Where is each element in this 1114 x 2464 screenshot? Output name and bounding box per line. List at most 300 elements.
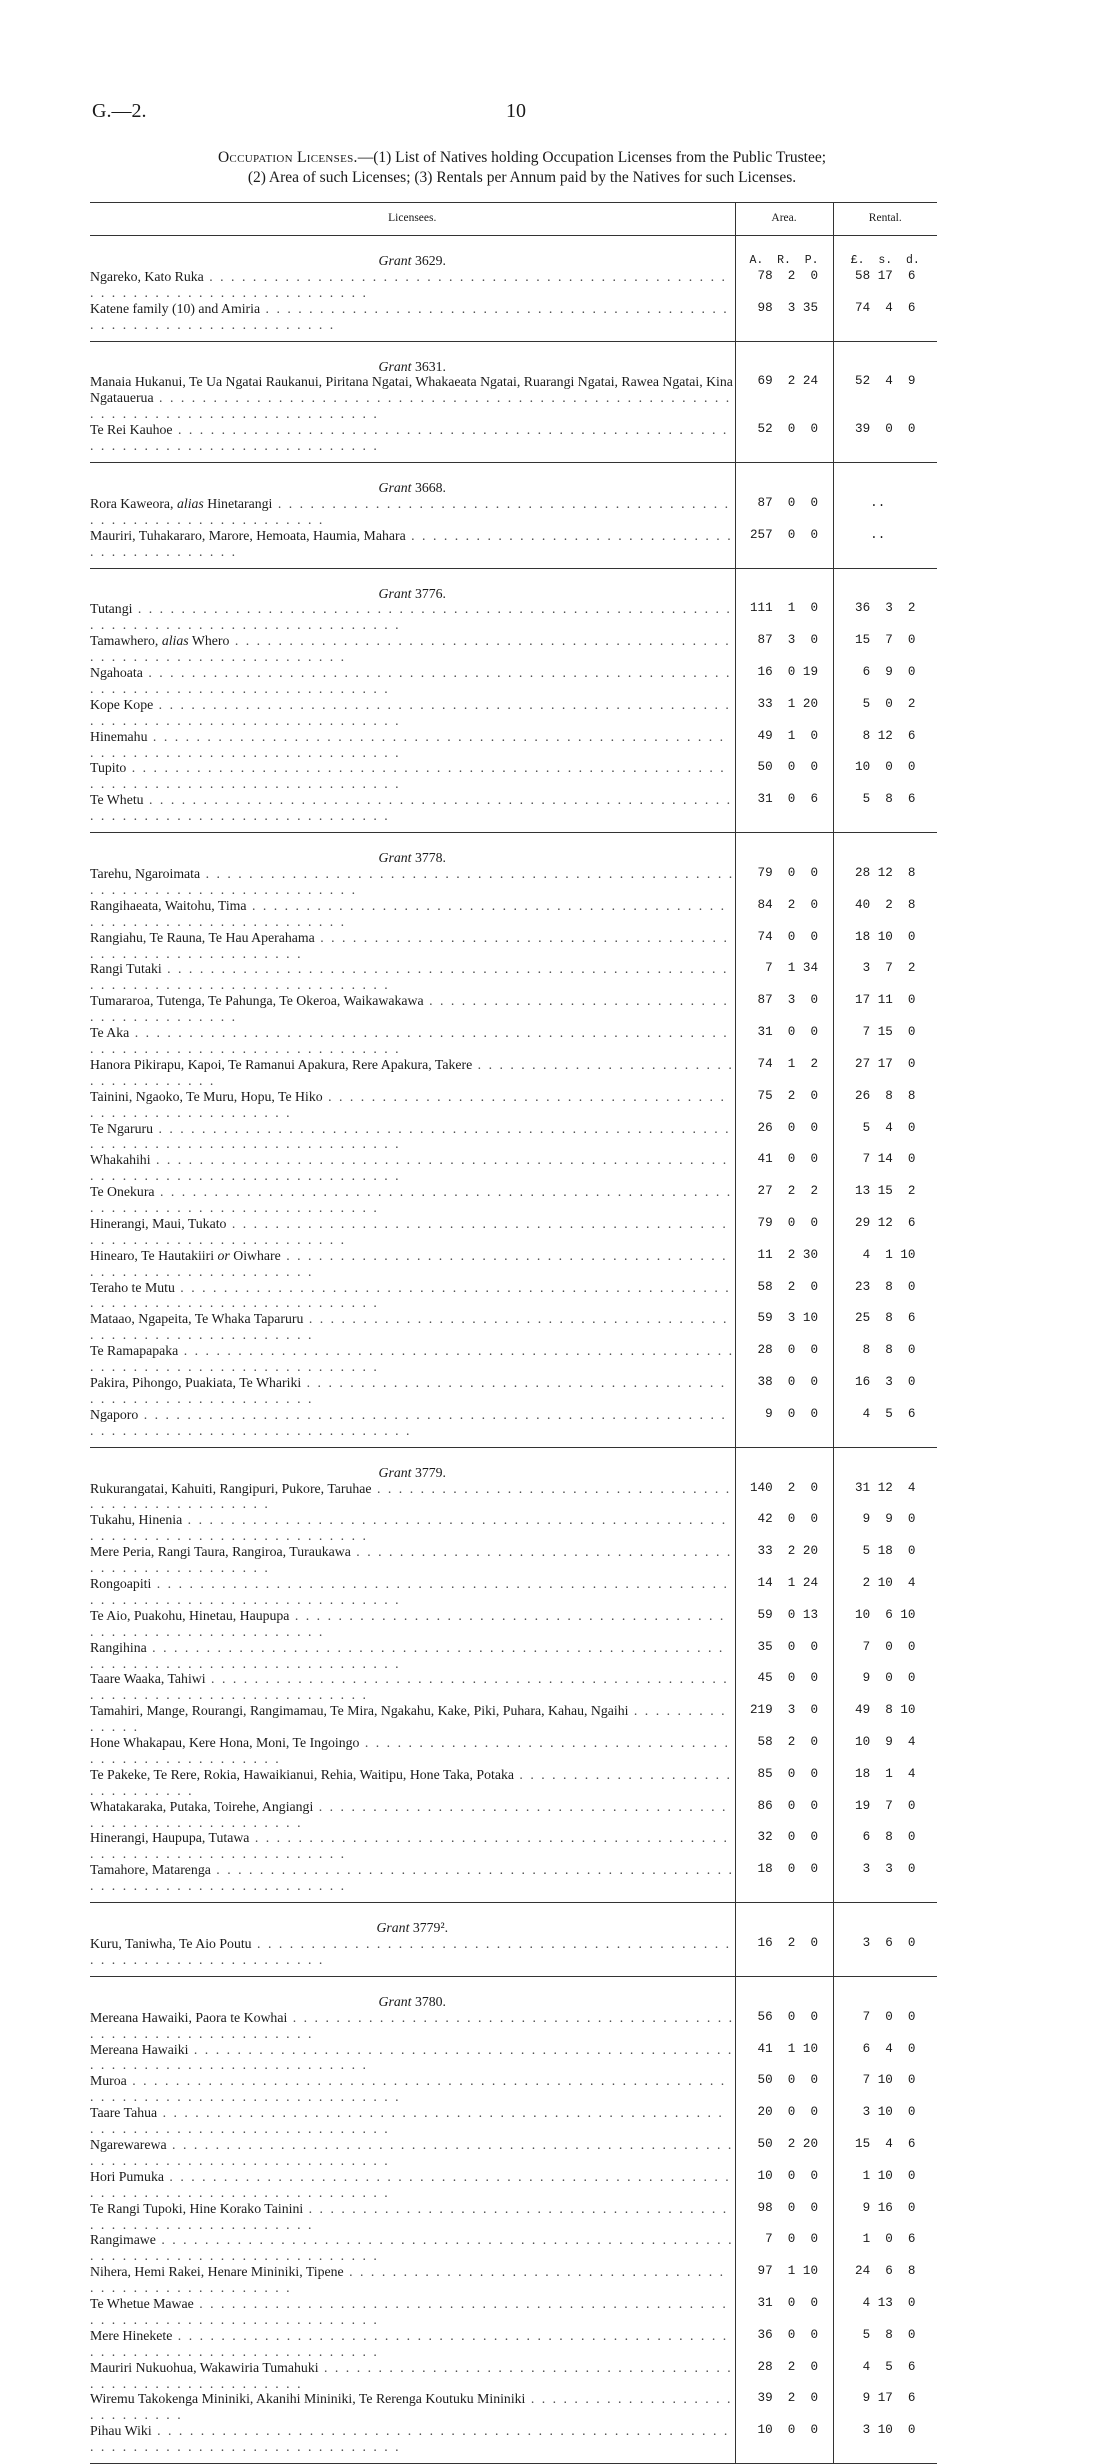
table-row bbox=[90, 2201, 937, 2233]
licensee-name bbox=[90, 760, 735, 792]
dot-leader: . . . . . . . . . . . . . . . . . . . . . . . . . . . . bbox=[90, 2391, 733, 2423]
area-value: 41 0 0 bbox=[735, 1152, 833, 1184]
licensee-name bbox=[90, 1608, 735, 1640]
grant-word: Grant bbox=[378, 1993, 412, 2009]
licensee-text: Whatakaraka, Putaka, Toirehe, Angiangi bbox=[90, 1798, 314, 1814]
licensee-text: Te Ngaruru bbox=[90, 1120, 154, 1136]
area-value: 28 0 0 bbox=[735, 1343, 833, 1375]
dot-leader: . . . . . . . . . . . . . . . . . . . . . . . . . . . . . . . . . . . . . . . . . . . . . . . . . . . . . . . . . . . . . . . . . . . . . . . . . . . . bbox=[90, 2041, 734, 2073]
licensee-text: Tainini, Ngaoko, Te Muru, Hopu, Te Hiko bbox=[90, 1088, 323, 1104]
table-row bbox=[90, 2137, 937, 2169]
table-row bbox=[90, 1703, 937, 1735]
dot-leader: . . . . . . . . . . . . . . . . . . . . . . . . . . . . . . . . . . . . . . . . . . bbox=[90, 993, 729, 1025]
table-row bbox=[90, 1640, 937, 1672]
dot-leader: . . . . . . . . . . . . . . . . . . . . . . . . . . . . . . . . . . . . . . . . . . . . . . . . . . . . . . . . . . . . . . . . . . . . . . . . . . . . . . . . . . bbox=[90, 1639, 725, 1671]
rental-value: 5 18 0 bbox=[833, 1544, 937, 1576]
licensee-text: Ngahoata bbox=[90, 665, 143, 681]
grant-heading bbox=[90, 1447, 735, 1480]
dot-leader: . . . . . . . . . . . . . . . . . . . . . . . . . . . . . . . . . . . . . . . . . . . . . . . . . . . . . . . . . . . . . . . . . . . . . . . . . . . . . . . . bbox=[90, 2105, 724, 2137]
area-value: 41 1 10 bbox=[735, 2042, 833, 2074]
table-row bbox=[90, 1407, 937, 1447]
licensee-text: Ngarewarewa bbox=[90, 2136, 167, 2152]
licensee-text: Te Rangi Tupoki, Hine Korako Tainini bbox=[90, 2200, 304, 2216]
area-units bbox=[735, 1903, 833, 1936]
rental-value: 8 12 6 bbox=[833, 729, 937, 761]
licensee-name bbox=[90, 1544, 735, 1576]
grant-number: 3629. bbox=[414, 253, 446, 268]
area-value: 50 0 0 bbox=[735, 2073, 833, 2105]
table-row bbox=[90, 2073, 937, 2105]
table-row bbox=[90, 1735, 937, 1767]
area-value: 35 0 0 bbox=[735, 1640, 833, 1672]
area-value: 18 0 0 bbox=[735, 1862, 833, 1902]
caption-line1: —(1) List of Natives holding Occupation Licenses from the Public Trustee; bbox=[357, 149, 827, 166]
dot-leader: . . . . . . . . . . . . . . . . . . . . . . . . . . . . . . . . . . . . . . . . . . . . . . . . . . . . . . . . . . . . . . . . . . . . . . . . . . . . bbox=[90, 1512, 728, 1544]
rental-value: 36 3 2 bbox=[833, 601, 937, 633]
rental-value: 6 9 0 bbox=[833, 665, 937, 697]
licensee-text: Tukahu, Hinenia bbox=[90, 1512, 183, 1528]
dot-leader: . . . . . . . . . . . . . . . . . . . . . . . . . . . . . . . . . . . . . . . . . . . . . . . . . . . . . . . . . . . . . . . . . . . . . . . . . . . . . . . . . . . . bbox=[90, 2073, 727, 2105]
rental-value: 4 13 0 bbox=[833, 2296, 937, 2328]
grant-word: Grant bbox=[378, 585, 412, 601]
licensee-name bbox=[90, 1280, 735, 1312]
grant-heading-row bbox=[90, 1903, 937, 1936]
licensee-text: Hinerangi, Maui, Tukato bbox=[90, 1215, 227, 1231]
licensee-name bbox=[90, 2201, 735, 2233]
rental-value: 9 9 0 bbox=[833, 1512, 937, 1544]
dot-leader: . . . . . . . . . . . . . . . . . . . . . . . . . . . . . . . . . . . . . . . . . . . . . . . . . . . . . . . . . . . . . . . . . . . . . . . . . . . . . . . . bbox=[90, 2168, 731, 2200]
dot-leader: . . . . . . . . . . . . . . . . . . . . . . . . . . . . . . . . . . . . . . . . . . . . . . . . . . . . . . . . . . . . . . . . . . . . . . . . . . . . . . . . . . bbox=[90, 1575, 729, 1607]
table-row bbox=[90, 1057, 937, 1089]
table-row bbox=[90, 269, 937, 301]
rental-value: 9 0 0 bbox=[833, 1671, 937, 1703]
grant-word: Grant bbox=[378, 850, 412, 866]
rental-value: 3 6 0 bbox=[833, 1936, 937, 1976]
licensee-name bbox=[90, 697, 735, 729]
rental-units bbox=[833, 1447, 937, 1480]
rental-value: 13 15 2 bbox=[833, 1184, 937, 1216]
dot-leader: . . . . . . . . . . . . . . . . . . . . . . . . . . . . . . . . . . . . . . . . . . . . . . . . . . . . . . . . . . . . . . . . . . . . bbox=[90, 1830, 729, 1862]
rental-value: 15 4 6 bbox=[833, 2137, 937, 2169]
rental-value: 26 8 8 bbox=[833, 1089, 937, 1121]
table-row bbox=[90, 374, 937, 422]
rental-value: 28 12 8 bbox=[833, 866, 937, 898]
licensee-text: Manaia Hukanui, Te Ua Ngatai Raukanui, Piritana Ngatai, Whakaeata Ngatai, Ruarangi Ngatai, Rawea Ngatai, Kina Ngatauerua bbox=[90, 374, 733, 406]
dot-leader: . . . . . . . . . . . . . . . . . . . . . . . . . . . . . . . . . . . . . . . . . . . . . . . . . . . . . . . . . . . . . . . . . . . . bbox=[90, 897, 727, 929]
caption-lead: Occupation Licenses. bbox=[217, 149, 358, 166]
licensee-text: Mere Hinekete bbox=[90, 2327, 173, 2343]
area-value: 79 0 0 bbox=[735, 866, 833, 898]
table-row bbox=[90, 1025, 937, 1057]
area-units: A. R. P. bbox=[735, 236, 833, 269]
rental-value: 10 0 0 bbox=[833, 760, 937, 792]
dot-leader: . . . . . . . . . . . . . . . . . . . . . . . . . . . . . . . . . . . . . . . . . . . . . . . . . . . . . . . . . . . . . . . . . . bbox=[90, 1936, 732, 1967]
licensee-name bbox=[90, 2042, 735, 2074]
rental-value: 7 0 0 bbox=[833, 1640, 937, 1672]
area-value: 33 2 20 bbox=[735, 1544, 833, 1576]
table-row bbox=[90, 1089, 937, 1121]
area-value: 9 0 0 bbox=[735, 1407, 833, 1447]
table-row bbox=[90, 2264, 937, 2296]
licensee-text: Rangimawe bbox=[90, 2232, 156, 2248]
licensee-text: Rangi Tutaki bbox=[90, 961, 162, 977]
licensee-text: Rora Kaweora, alias Hinetarangi bbox=[90, 495, 273, 511]
rental-value: 4 5 6 bbox=[833, 2360, 937, 2392]
grant-heading bbox=[90, 462, 735, 495]
rental-value: 9 16 0 bbox=[833, 2201, 937, 2233]
table-row bbox=[90, 1311, 937, 1343]
dot-leader: . . . . . . . . . . . . . . . . . . . . . . . . . . . . . . . . . . . . . . . . . . . . . . . . . . bbox=[90, 1480, 732, 1512]
dot-leader: . . . . . . . . . . . . . . . . . . . . . . . . . . . . . . . . . . . . . . . . . . . . . . . . . . . . . . . . . . bbox=[90, 929, 729, 961]
table-caption bbox=[92, 148, 952, 188]
rental-value: 1 0 6 bbox=[833, 2232, 937, 2264]
licensee-text: Katene family (10) and Amiria bbox=[90, 300, 261, 316]
dot-leader: . . . . . . . . . . . . . . . . . . . . . . . . . . . . . . . . . . . . . . . . . . . . . . . . . . . . . . . . . . . . . . . . . . . . . . . . . . . . . . . . . . . . bbox=[90, 1406, 727, 1438]
area-value: 59 3 10 bbox=[735, 1311, 833, 1343]
rental-value: 19 7 0 bbox=[833, 1799, 937, 1831]
area-value: 69 2 24 bbox=[735, 374, 833, 422]
grant-number: 3776. bbox=[414, 585, 446, 601]
table-row bbox=[90, 697, 937, 729]
area-units bbox=[735, 341, 833, 374]
licensee-text: Te Pakeke, Te Rere, Rokia, Hawaikianui, Rehia, Waitipu, Hone Taka, Potaka bbox=[90, 1766, 514, 1782]
area-value: 58 2 0 bbox=[735, 1280, 833, 1312]
licensee-name bbox=[90, 1057, 735, 1089]
dot-leader: . . . . . . . . . . . . . . . . . . . . . . . . . . . . . . . . . . . . . . . . . . . . . . . . . . . . . . . . . . . . . . . . . . . . . . . . . . . . . . bbox=[90, 422, 729, 454]
table-header-row bbox=[90, 203, 937, 236]
licensee-name bbox=[90, 2169, 735, 2201]
area-value: 36 0 0 bbox=[735, 2328, 833, 2360]
licensee-text: Hinerangi, Haupupa, Tutawa bbox=[90, 1830, 250, 1846]
rental-value: 23 8 0 bbox=[833, 1280, 937, 1312]
dot-leader: . . . . . . . . . . . . . . . . . . . . . . . . . . . . . . . . . . . . . . . . . . . . . . . . . . . . . . . . . . . . . . . . . . bbox=[90, 300, 729, 332]
table-row bbox=[90, 496, 937, 528]
table-row bbox=[90, 993, 937, 1025]
grant-word: Grant bbox=[378, 479, 412, 495]
licensee-text: Hone Whakapau, Kere Hona, Moni, Te Ingoingo bbox=[90, 1735, 360, 1751]
area-value: 98 3 35 bbox=[735, 301, 833, 341]
licensee-text: Pihau Wiki bbox=[90, 2423, 152, 2439]
area-value: 58 2 0 bbox=[735, 1735, 833, 1767]
licensee-text: Ngareko, Kato Ruka bbox=[90, 268, 204, 284]
table-row bbox=[90, 601, 937, 633]
grant-heading-row bbox=[90, 1447, 937, 1480]
area-value: 79 0 0 bbox=[735, 1216, 833, 1248]
rental-value: 74 4 6 bbox=[833, 301, 937, 341]
table-row bbox=[90, 2296, 937, 2328]
licensee-name bbox=[90, 2423, 735, 2463]
dot-leader: . . . . . . . . . . . . . . . . . . . . . . . . . . . . . . . . . . . . . . . . . . . . bbox=[90, 527, 733, 559]
licensee-text: Ngaporo bbox=[90, 1406, 139, 1422]
area-header: Area. bbox=[735, 203, 833, 236]
licensee-name bbox=[90, 2232, 735, 2264]
grant-number: 3778. bbox=[414, 850, 446, 866]
licensee-text: Tupito bbox=[90, 760, 127, 776]
table-row bbox=[90, 1608, 937, 1640]
area-value: 7 0 0 bbox=[735, 2232, 833, 2264]
licensee-text: Rangihaeata, Waitohu, Tima bbox=[90, 897, 247, 913]
licensee-name bbox=[90, 1121, 735, 1153]
rental-value: 49 8 10 bbox=[833, 1703, 937, 1735]
table-row bbox=[90, 930, 937, 962]
dot-leader: . . . . . . . . . . . . . . . . . . . . . . . . . . . . . . . . . . . . . . . . . . . . . . . . . . . . . . . . . . . . . . . . . . . . . . bbox=[90, 633, 731, 665]
dot-leader: . . . . . . . . . . . . . . . . . . . . . . . . . . . . . . . . . . . . . . . . . . . . . . . . . . . . . . . . . . . . . . . . . . . . . . . . . . bbox=[90, 1671, 729, 1703]
grant-heading bbox=[90, 341, 735, 374]
licensee-name bbox=[90, 1830, 735, 1862]
rental-value: 10 6 10 bbox=[833, 1608, 937, 1640]
licensee-name bbox=[90, 792, 735, 832]
area-value: 50 2 20 bbox=[735, 2137, 833, 2169]
licensee-name bbox=[90, 1343, 735, 1375]
table-row bbox=[90, 1544, 937, 1576]
area-value: 31 0 0 bbox=[735, 1025, 833, 1057]
rental-value: 24 6 8 bbox=[833, 2264, 937, 2296]
licensee-name bbox=[90, 2137, 735, 2169]
licensee-name bbox=[90, 665, 735, 697]
dot-leader: . . . . . . . . . . . . . . . . . . . . . . . . . . . . . . . . . . . . . . . . . . . . . . . . . . . . bbox=[90, 1544, 733, 1576]
licensee-text: Rongoapiti bbox=[90, 1575, 152, 1591]
area-value: 39 2 0 bbox=[735, 2391, 833, 2423]
licensee-text: Tamahore, Matarenga bbox=[90, 1862, 211, 1878]
rental-value: 15 7 0 bbox=[833, 633, 937, 665]
licensee-name bbox=[90, 961, 735, 993]
licensee-name bbox=[90, 866, 735, 898]
licensee-name bbox=[90, 528, 735, 568]
licensee-text: Teraho te Mutu bbox=[90, 1279, 175, 1295]
dot-leader: . . . . . . . . . . . . . . . . . . . . . . . . . . . . . . . . . . . . . . . . . . . . . . . . . . . . . . . . . . . . . . . . . . . . . . . . . . bbox=[90, 268, 727, 300]
licensee-name bbox=[90, 2296, 735, 2328]
licensee-name bbox=[90, 1481, 735, 1513]
grant-word: Grant bbox=[378, 1464, 412, 1480]
rental-value: 9 17 6 bbox=[833, 2391, 937, 2423]
area-units bbox=[735, 1976, 833, 2009]
licensee-text: Whakahihi bbox=[90, 1152, 151, 1168]
area-value: 74 0 0 bbox=[735, 930, 833, 962]
area-value: 52 0 0 bbox=[735, 422, 833, 462]
dot-leader: . . . . . . . . . . . . . . . . . . . . . . . . . . . . . . . . . . . . . . . . . . . . . . . . . . . . . . . . . . . . . . . . . . . . . . . . bbox=[90, 1862, 734, 1894]
grant-heading-row bbox=[90, 833, 937, 866]
licensee-text: Rukurangatai, Kahuiti, Rangipuri, Pukore, Taruhae bbox=[90, 1480, 372, 1496]
licensee-name bbox=[90, 422, 735, 462]
area-value: 87 3 0 bbox=[735, 993, 833, 1025]
licensee-text: Te Ramapapaka bbox=[90, 1343, 179, 1359]
dot-leader: . . . . . . . . . . . . . . . . . . . . . . . . . . . . . . . . . . . . . . . . . . . . . . . . . . . . . . . . . . . . . . . . . . . . . . . . . . . . . . . . . . . . bbox=[90, 760, 726, 792]
area-value: 56 0 0 bbox=[735, 2010, 833, 2042]
area-value: 49 1 0 bbox=[735, 729, 833, 761]
dot-leader: . . . . . . . . . . . . . . . . . . . . . . . . . . . . . . . . . . . . . . . . . . . . . . . . . . . . . . . . . . . . . . . . . . . . . . . . . . . . . . bbox=[90, 2327, 729, 2359]
rental-units bbox=[833, 462, 937, 495]
document-reference: G.—2. bbox=[92, 100, 147, 122]
rental-units bbox=[833, 1903, 937, 1936]
area-value: 27 2 2 bbox=[735, 1184, 833, 1216]
licensee-name bbox=[90, 1248, 735, 1280]
licensee-name bbox=[90, 993, 735, 1025]
licensee-text: Tamahiri, Mange, Rourangi, Rangimamau, Te Mira, Ngakahu, Kake, Piki, Puhara, Kahau, Ngaihi bbox=[90, 1703, 629, 1719]
area-value: 111 1 0 bbox=[735, 601, 833, 633]
dot-leader: . . . . . . . . . . . . . . . . . . . . . . . . . . . . . . . . . . . . . . . . . . . . . . . . . . . . . . . . . . . . . . . . . . . . . . . . . . . . . . bbox=[90, 1343, 735, 1375]
area-value: 7 1 34 bbox=[735, 961, 833, 993]
area-value: 10 0 0 bbox=[735, 2169, 833, 2201]
dot-leader: . . . . . . . . . . . . . . . . . . . . . . . . . . . . . . . . . . . . . . . . . . . . . . . . . . . . . . . . . . . . . . . . . . . . . . . . . . . . . . . . bbox=[90, 2232, 734, 2264]
rental-value: 25 8 6 bbox=[833, 1311, 937, 1343]
table-row bbox=[90, 2042, 937, 2074]
licensee-text: Te Onekura bbox=[90, 1184, 155, 1200]
licensee-text: Tarehu, Ngaroimata bbox=[90, 866, 201, 881]
table-row bbox=[90, 1512, 937, 1544]
area-value: 10 0 0 bbox=[735, 2423, 833, 2463]
licensee-name bbox=[90, 2264, 735, 2296]
dot-leader: . . . . . . . . . . . . . . . . . . . . . . . . . . . . . . . . . . . . . . . . . . . . . . . . . . . . . . . . . . . . . . . . . . . . . . . . . . bbox=[90, 866, 735, 897]
area-units bbox=[735, 568, 833, 601]
rental-value: 27 17 0 bbox=[833, 1057, 937, 1089]
table-row bbox=[90, 1936, 937, 1976]
dot-leader: . . . . . . . . . . . . . . . . . . . . . . . . . . . . . . . . . . . . . . . . . . . . . . . . . . . . . . . . . . . . . . . . . . . . . . . . . . . . . . . . . . bbox=[90, 792, 733, 824]
dot-leader: . . . . . . . . . . . . . . . . . . . . . . . . . . . . . . . . . . . . . . . . . . . . . . . . . . . . . . . . . . . . bbox=[90, 1311, 729, 1343]
licensee-name bbox=[90, 1311, 735, 1343]
area-value: 87 3 0 bbox=[735, 633, 833, 665]
rental-value: 18 10 0 bbox=[833, 930, 937, 962]
dot-leader: . . . . . . . . . . . . . . . . . . . . . . . . . . . . . . . . . . . . . . . . . . . . . . . . . . . . . . . . . . bbox=[90, 2359, 733, 2391]
table-row bbox=[90, 2391, 937, 2423]
page-header bbox=[92, 100, 952, 130]
licensee-name bbox=[90, 2105, 735, 2137]
licensee-name bbox=[90, 1640, 735, 1672]
dot-leader: . . . . . . . . . . . . . . . . . . . . . . . . . . . . . . . . . . . . . . . . . . . . . . . . . . . . . . . . . . . . . . bbox=[90, 2009, 735, 2041]
rental-value: 29 12 6 bbox=[833, 1216, 937, 1248]
area-value: 42 0 0 bbox=[735, 1512, 833, 1544]
grant-heading bbox=[90, 833, 735, 866]
licensee-name bbox=[90, 930, 735, 962]
table-row bbox=[90, 1830, 937, 1862]
table-row bbox=[90, 729, 937, 761]
rental-value: .. bbox=[833, 496, 937, 528]
licensee-name bbox=[90, 633, 735, 665]
dot-leader: . . . . . . . . . . . . . . . . . . . . . . . . . . . . . . . . . . . . . . . . . . . . . . . . . . . . . . . . . . . . . . . . . . . . . . bbox=[90, 1215, 728, 1247]
licensee-text: Tumararoa, Tutenga, Te Pahunga, Te Okeroa, Waikawakawa bbox=[90, 993, 424, 1009]
rental-header: Rental. bbox=[833, 203, 937, 236]
dot-leader: . . . . . . . . . . . . . . . . . . . . . . . . . . . . . . . . . . . . . . . . . . . . . . . . . . . . . . . . . . . . . . . . . . . . . . . . . . . . . . . . bbox=[90, 390, 732, 422]
licensee-name bbox=[90, 729, 735, 761]
rental-value: 7 15 0 bbox=[833, 1025, 937, 1057]
table-row bbox=[90, 866, 937, 898]
dot-leader: . . . . . . . . . . . . . . . . . . . . . . . . . . . . . . . . . . . . . . . . . . . . . . . . . . . . . . . . . . . . bbox=[90, 2200, 729, 2232]
licensee-name bbox=[90, 1799, 735, 1831]
table-row bbox=[90, 1375, 937, 1407]
rental-units bbox=[833, 1976, 937, 2009]
table-row bbox=[90, 2010, 937, 2042]
table-row bbox=[90, 1862, 937, 1902]
table-body bbox=[90, 236, 937, 2464]
rental-value: 5 0 2 bbox=[833, 697, 937, 729]
licensee-name bbox=[90, 301, 735, 341]
area-value: 32 0 0 bbox=[735, 1830, 833, 1862]
table-row bbox=[90, 2328, 937, 2360]
rental-units bbox=[833, 341, 937, 374]
rental-value: 5 8 6 bbox=[833, 792, 937, 832]
grant-heading-row bbox=[90, 341, 937, 374]
grant-heading-row bbox=[90, 568, 937, 601]
area-value: 33 1 20 bbox=[735, 697, 833, 729]
dot-leader: . . . . . . . . . . . . . . . . . . . . . . . . . . . . . . . . . . . . . . . . . . . . . . . . . . . . . . . . . . . . . . . . . . . . . . . . . . . . . . . . . . bbox=[90, 665, 732, 696]
licensee-name bbox=[90, 2391, 735, 2423]
table-row bbox=[90, 792, 937, 832]
rental-value: 58 17 6 bbox=[833, 269, 937, 301]
table-row bbox=[90, 1152, 937, 1184]
rental-value: 6 4 0 bbox=[833, 2042, 937, 2074]
area-units bbox=[735, 833, 833, 866]
table-row bbox=[90, 1767, 937, 1799]
area-value: 87 0 0 bbox=[735, 496, 833, 528]
dot-leader: . . . . . . . . . . . . . . . . . . . . . . . . . . . . . . . . . . . . . . . . . . . . . . . . . . . . . . . . . . . . . . . . . . . . . . . . . . . . bbox=[90, 2296, 728, 2327]
licensee-text: Te Whetue Mawae bbox=[90, 2296, 194, 2312]
dot-leader: . . . . . . . . . . . . . . . . . . . . . . . . . . . . . . . . . . . . bbox=[90, 1056, 734, 1088]
rental-value: 52 4 9 bbox=[833, 374, 937, 422]
grant-heading bbox=[90, 236, 735, 269]
licensee-name bbox=[90, 1407, 735, 1447]
dot-leader: . . . . . . . . . . . . . . . . . . . . . . . . . . . . . . . . . . . . . . . . . . . . . . . . . . . . . . . . . . . . . . . . bbox=[90, 495, 731, 527]
licensee-name bbox=[90, 1184, 735, 1216]
licensee-text: Hinemahu bbox=[90, 728, 148, 744]
rental-value: 3 3 0 bbox=[833, 1862, 937, 1902]
licensee-text: Rangiahu, Te Rauna, Te Hau Aperahama bbox=[90, 929, 315, 945]
licensee-text: Te Aka bbox=[90, 1025, 130, 1041]
licensee-text: Mataao, Ngapeita, Te Whaka Taparuru bbox=[90, 1311, 304, 1327]
area-value: 28 2 0 bbox=[735, 2360, 833, 2392]
area-value: 50 0 0 bbox=[735, 760, 833, 792]
rental-value: 5 8 0 bbox=[833, 2328, 937, 2360]
licensee-name bbox=[90, 1576, 735, 1608]
rental-value: 7 10 0 bbox=[833, 2073, 937, 2105]
dot-leader: . . . . . . . . . . . . . . . . . . . . . . . . . . . . . . . . . . . . . . . . . . . . . . . . . . . . . . bbox=[90, 2264, 726, 2296]
licensee-text: Tamawhero, alias Whero bbox=[90, 633, 230, 649]
rental-value: 40 2 8 bbox=[833, 898, 937, 930]
dot-leader: . . . . . . . . . . . . . . . . . . . . . . . . . . . . . . . . . . . . . . . . . . . . . . . . . . . . . . . . . . bbox=[90, 1798, 728, 1830]
licensee-name bbox=[90, 496, 735, 528]
rental-value: 18 1 4 bbox=[833, 1767, 937, 1799]
licensee-name bbox=[90, 1025, 735, 1057]
area-value: 85 0 0 bbox=[735, 1767, 833, 1799]
rental-units: £. s. d. bbox=[833, 236, 937, 269]
dot-leader: . . . . . . . . . . . . . . . . . . . . . . . . . . . . . . . . . . . . . . . . . . . . . . . . . . . . bbox=[90, 1735, 730, 1766]
licensee-text: Pakira, Pihongo, Puakiata, Te Whariki bbox=[90, 1375, 302, 1390]
rental-value: 2 10 4 bbox=[833, 1576, 937, 1608]
dot-leader: . . . . . . . . . . . . . . . . . . . . . . . . . . . . . . . . . . . . . . . . . . . . . . . . . . . . . . . . . . . . . . . . . . . . . . . . . . . . . . . . . . bbox=[90, 1152, 729, 1184]
area-value: 257 0 0 bbox=[735, 528, 833, 568]
licensees-header: Licensees. bbox=[90, 203, 735, 236]
licensee-name bbox=[90, 1216, 735, 1248]
area-value: 84 2 0 bbox=[735, 898, 833, 930]
dot-leader: . . . . . . . . . . . . . . . . . . . . . . . . . . . . . . . . . . . . . . . . . . . . . . . . . . . . . . . . . . . . . . . . . . . . . . . . . . . . . . . . . . . . bbox=[90, 1025, 729, 1056]
licensee-text: Mauriri Nukuohua, Wakawiria Tumahuki bbox=[90, 2359, 319, 2375]
licensee-name bbox=[90, 2073, 735, 2105]
table-row bbox=[90, 665, 937, 697]
rental-value: 3 10 0 bbox=[833, 2423, 937, 2463]
rental-value: .. bbox=[833, 528, 937, 568]
grant-heading-row bbox=[90, 462, 937, 495]
dot-leader: . . . . . . . . . . . . . . . . . . . . . . . . . . . . . . . . . . . . . . . . . . . . . . . . . . . . . . . . . . . . . . . . . . . . . . . . . . . . . . . . bbox=[90, 2136, 734, 2168]
table-row bbox=[90, 422, 937, 462]
area-value: 16 0 19 bbox=[735, 665, 833, 697]
rental-value: 5 4 0 bbox=[833, 1121, 937, 1153]
area-value: 11 2 30 bbox=[735, 1248, 833, 1280]
licensee-name bbox=[90, 1735, 735, 1767]
grant-heading bbox=[90, 1903, 735, 1936]
rental-value: 4 5 6 bbox=[833, 1407, 937, 1447]
caption-line2: (2) Area of such Licenses; (3) Rentals per Annum paid by the Natives for such Licenses. bbox=[247, 169, 797, 186]
licensee-name bbox=[90, 374, 735, 422]
licensee-text: Te Rei Kauhoe bbox=[90, 422, 173, 438]
rental-value: 6 8 0 bbox=[833, 1830, 937, 1862]
